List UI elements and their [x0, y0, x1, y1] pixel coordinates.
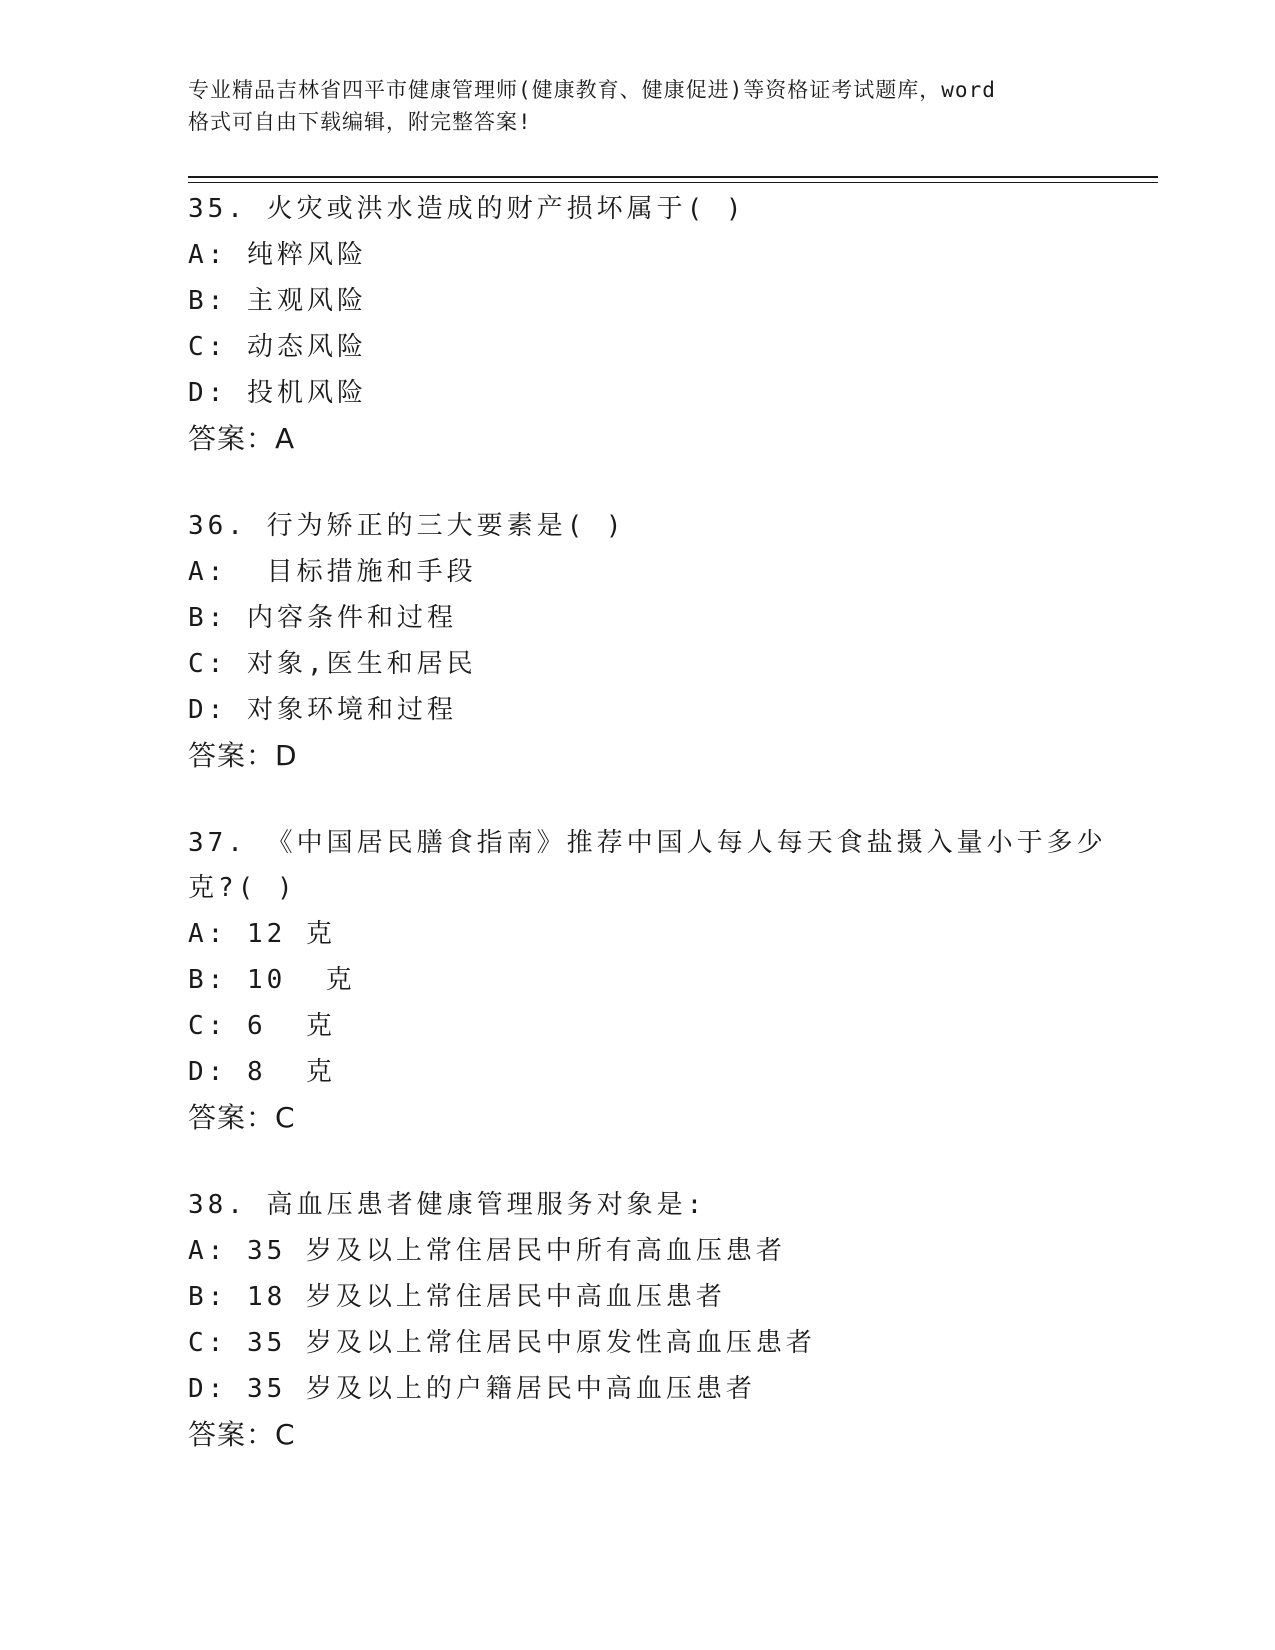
option-b: B: 主观风险 — [188, 286, 367, 316]
header-divider-thick — [188, 176, 1158, 178]
document-header — [188, 74, 1068, 138]
question-36 — [188, 504, 1158, 779]
option-c: C: 动态风险 — [188, 332, 367, 362]
option-a: A: 纯粹风险 — [188, 240, 367, 270]
question-35 — [188, 187, 1158, 462]
question-37 — [188, 821, 1158, 1141]
question-stem: 35. 火灾或洪水造成的财产损坏属于( ) — [188, 194, 746, 224]
option-c: C: 35 岁及以上常住居民中原发性高血压患者 — [188, 1328, 816, 1358]
option-c: C: 6 克 — [188, 1011, 336, 1041]
question-stem-line-1: 37. 《中国居民膳食指南》推荐中国人每人每天食盐摄入量小于多少 — [188, 828, 1107, 858]
question-list — [188, 187, 1158, 1500]
option-d: D: 投机风险 — [188, 378, 367, 408]
question-stem: 36. 行为矫正的三大要素是( ) — [188, 511, 626, 541]
question-stem-line-2: 克?( ) — [188, 873, 297, 903]
option-a: A: 12 克 — [188, 919, 336, 949]
header-line-1: 专业精品吉林省四平市健康管理师(健康教育、健康促进)等资格证考试题库，word — [188, 78, 996, 102]
answer-line: 答案：C — [188, 1418, 296, 1451]
answer-line: 答案：A — [188, 422, 296, 455]
option-c: C: 对象,医生和居民 — [188, 649, 477, 679]
option-a: A: 35 岁及以上常住居民中所有高血压患者 — [188, 1236, 786, 1266]
question-38 — [188, 1183, 1158, 1458]
answer-line: 答案：D — [188, 739, 298, 772]
header-line-2: 格式可自由下载编辑，附完整答案! — [188, 110, 532, 134]
option-d: D: 8 克 — [188, 1057, 336, 1087]
header-divider-thin — [188, 182, 1158, 183]
option-d: D: 对象环境和过程 — [188, 695, 457, 725]
option-a: A: 目标措施和手段 — [188, 557, 477, 587]
question-stem: 38. 高血压患者健康管理服务对象是: — [188, 1190, 707, 1220]
option-b: B: 内容条件和过程 — [188, 603, 457, 633]
option-b: B: 18 岁及以上常住居民中高血压患者 — [188, 1282, 726, 1312]
option-d: D: 35 岁及以上的户籍居民中高血压患者 — [188, 1374, 756, 1404]
answer-line: 答案：C — [188, 1101, 296, 1134]
option-b: B: 10 克 — [188, 965, 356, 995]
